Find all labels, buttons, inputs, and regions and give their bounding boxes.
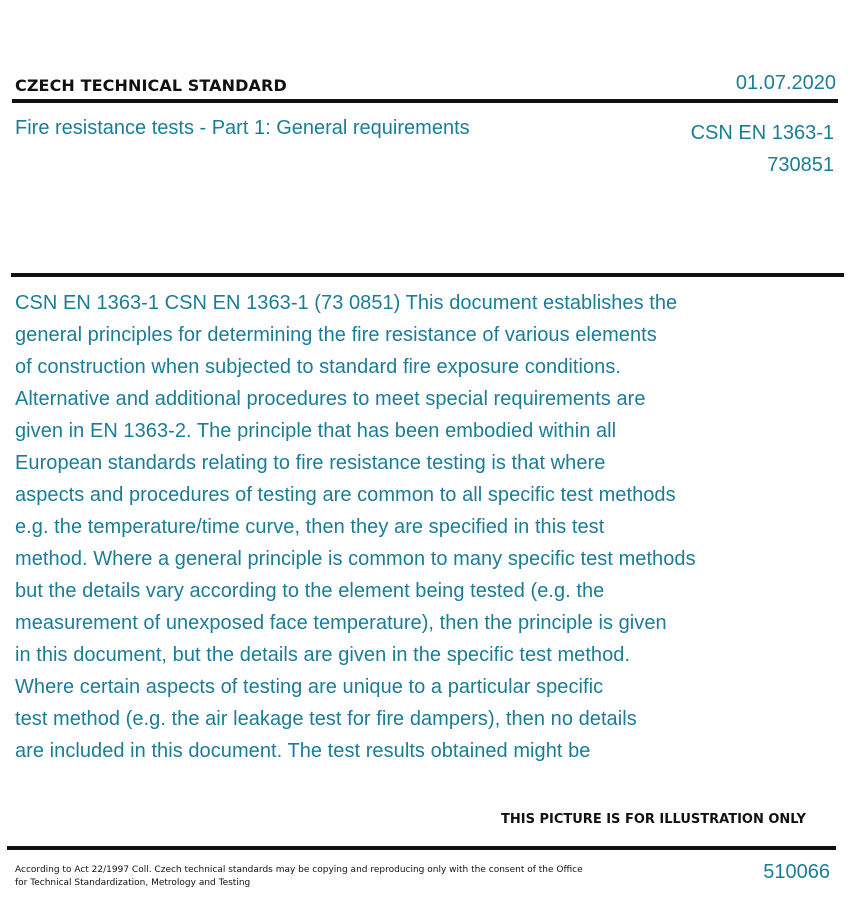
abstract-line: in this document, but the details are given in the specific test method. xyxy=(15,644,631,666)
abstract-line: Where certain aspects of testing are unique to a particular specific xyxy=(15,676,604,698)
document-id: 510066 xyxy=(763,861,830,883)
abstract-line: aspects and procedures of testing are common to all specific test methods xyxy=(15,484,676,506)
header-divider xyxy=(12,99,838,103)
legal-notice xyxy=(15,864,585,890)
abstract-line: e.g. the temperature/time curve, then they are specified in this test xyxy=(15,516,605,538)
legal-notice-line: for Technical Standardization, Metrology and Testing xyxy=(15,878,251,888)
abstract-line: test method (e.g. the air leakage test for fire dampers), then no details xyxy=(15,708,637,730)
footer-divider xyxy=(7,846,836,850)
publication-date: 01.07.2020 xyxy=(735,72,836,94)
abstract-line: CSN EN 1363-1 CSN EN 1363-1 (73 0851) This document establishes the xyxy=(15,292,678,314)
abstract-line: given in EN 1363-2. The principle that has been embodied within all xyxy=(15,420,617,442)
standard-type-label: CZECH TECHNICAL STANDARD xyxy=(15,76,287,95)
standard-code-block xyxy=(691,117,834,181)
abstract-line: Alternative and additional procedures to meet special requirements are xyxy=(15,388,646,410)
abstract-line: but the details vary according to the element being tested (e.g. the xyxy=(15,580,605,602)
document-abstract xyxy=(15,287,775,767)
abstract-line: method. Where a general principle is common to many specific test methods xyxy=(15,548,696,570)
document-title: Fire resistance tests - Part 1: General requirements xyxy=(15,117,470,139)
abstract-line: are included in this document. The test results obtained might be xyxy=(15,740,591,762)
abstract-line: European standards relating to fire resistance testing is that where xyxy=(15,452,606,474)
class-number: 730851 xyxy=(767,154,834,176)
title-divider xyxy=(11,273,844,277)
illustration-notice: THIS PICTURE IS FOR ILLUSTRATION ONLY xyxy=(501,812,806,827)
abstract-line: general principles for determining the fire resistance of various elements xyxy=(15,324,657,346)
abstract-line: of construction when subjected to standard fire exposure conditions. xyxy=(15,356,621,378)
legal-notice-line: According to Act 22/1997 Coll. Czech technical standards may be copying and reproducing only with the consent of the Office xyxy=(15,865,583,875)
standard-code: CSN EN 1363-1 xyxy=(690,122,834,144)
abstract-line: measurement of unexposed face temperature), then the principle is given xyxy=(15,612,667,634)
